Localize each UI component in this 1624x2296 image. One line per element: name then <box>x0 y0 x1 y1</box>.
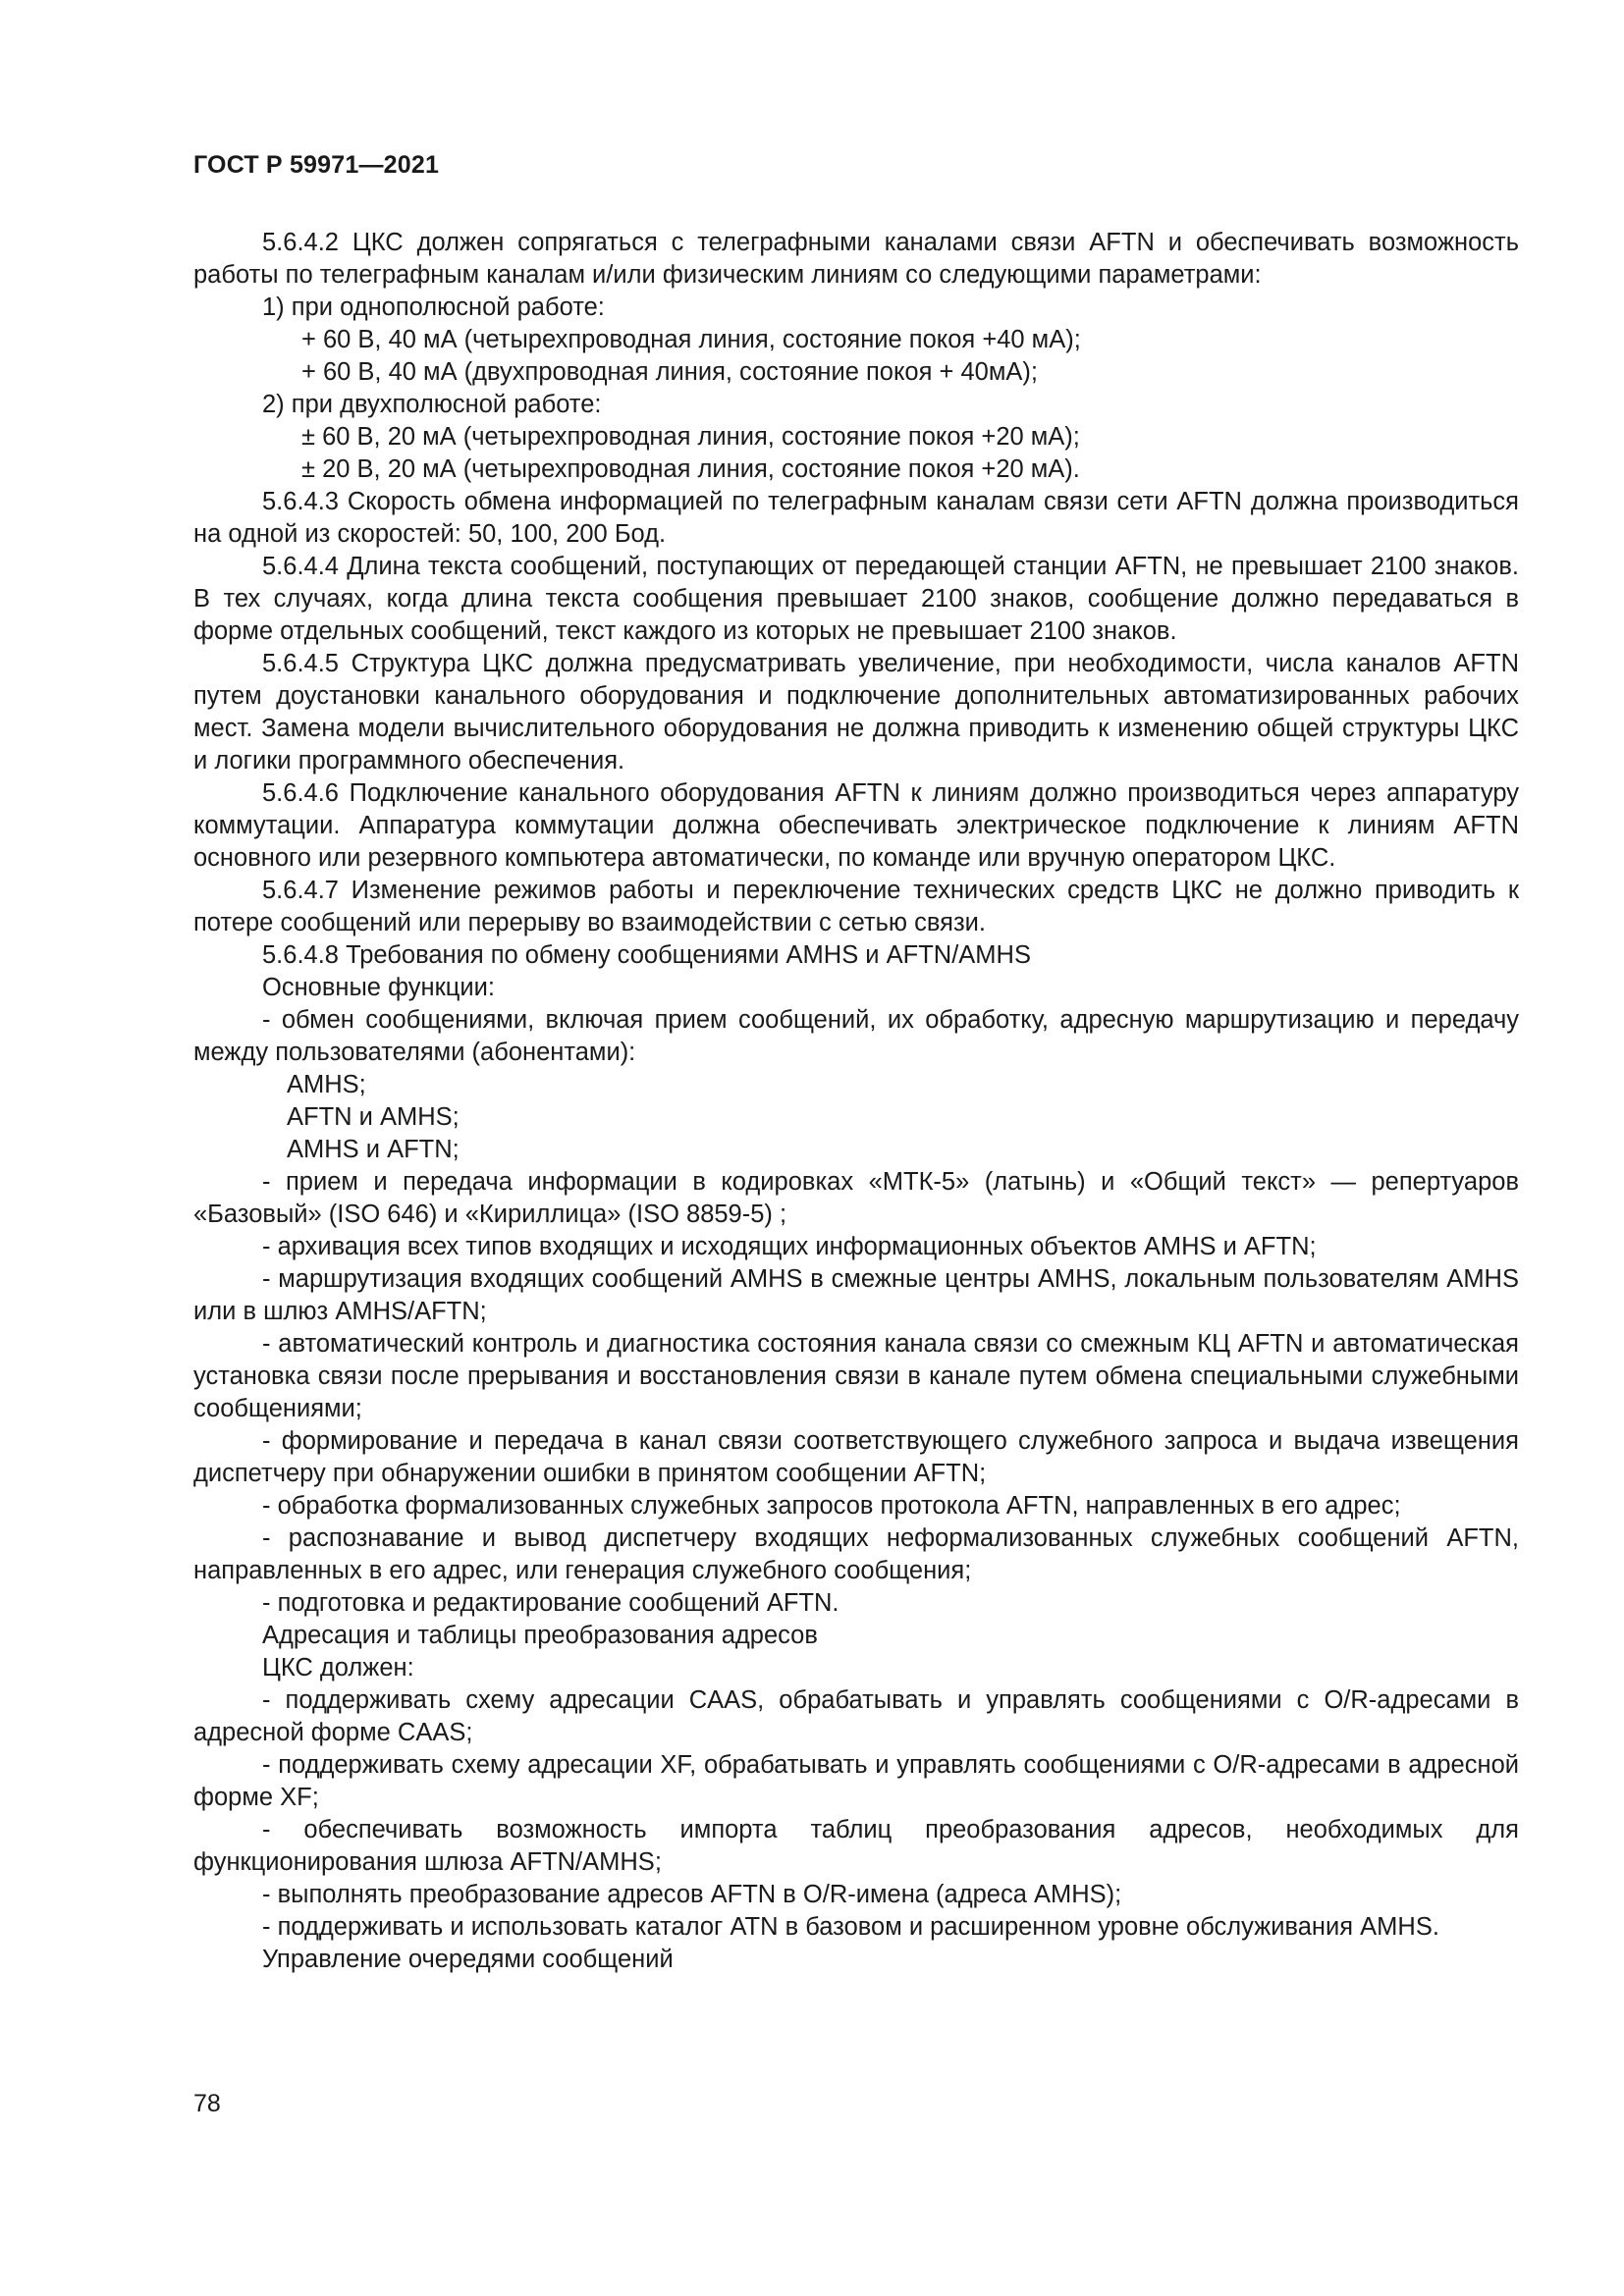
paragraph: ± 20 В, 20 мА (четырехпроводная линия, состояние покоя +20 мА). <box>301 455 1080 483</box>
paragraph: + 60 В, 40 мА (четырехпроводная линия, состояние покоя +40 мА); <box>301 326 1081 353</box>
document-body <box>193 227 1519 1976</box>
paragraph: 2) при двухполюсной работе: <box>262 391 602 418</box>
paragraph: ЦКС должен: <box>262 1654 414 1682</box>
paragraph: 5.6.4.5 Структура ЦКС должна предусматривать увеличение, при необходимости, числа каналов AFTN путем доустановки канального оборудования и подключение дополнительных автоматизированных рабочих мест. Замена модели вычислительного оборудования не должна приводить к изменению общей структуры ЦКС и логики программного обеспечения. <box>193 650 1519 774</box>
paragraph: Управление очередями сообщений <box>262 1946 674 1973</box>
paragraph: ± 60 В, 20 мА (четырехпроводная линия, состояние покоя +20 мА); <box>301 423 1080 451</box>
paragraph: - распознавание и вывод диспетчеру входящих неформализованных служебных сообщений AFTN, направленных в его адрес, или генерация служебного сообщения; <box>193 1524 1519 1584</box>
paragraph: - автоматический контроль и диагностика состояния канала связи со смежным КЦ AFTN и автоматическая установка связи после прерывания и восстановления связи в канале путем обмена специальными служебными сообщениями; <box>193 1330 1519 1422</box>
paragraph: AFTN и AMHS; <box>287 1103 460 1131</box>
paragraph: + 60 В, 40 мА (двухпроводная линия, состояние покоя + 40мА); <box>301 358 1038 386</box>
paragraph: AMHS; <box>287 1071 366 1098</box>
paragraph: - маршрутизация входящих сообщений AMHS в смежные центры AMHS, локальным пользователям AMHS или в шлюз AMHS/AFTN; <box>193 1265 1519 1325</box>
paragraph: - обмен сообщениями, включая прием сообщений, их обработку, адресную маршрутизацию и передачу между пользователями (абонентами): <box>193 1006 1519 1066</box>
paragraph: - поддерживать и использовать каталог ATN в базовом и расширенном уровне обслуживания AMHS. <box>262 1913 1439 1941</box>
paragraph: AMHS и AFTN; <box>287 1136 460 1163</box>
paragraph: 5.6.4.4 Длина текста сообщений, поступающих от передающей станции AFTN, не превышает 2100 знаков. В тех случаях, когда длина текста сообщения превышает 2100 знаков, сообщение должно передаваться в форме отдельных сообщений, текст каждого из которых не превышает 2100 знаков. <box>193 553 1519 645</box>
paragraph: 5.6.4.3 Скорость обмена информацией по телеграфным каналам связи сети AFTN должна производиться на одной из скоростей: 50, 100, 200 Бод. <box>193 488 1519 548</box>
paragraph: 5.6.4.6 Подключение канального оборудования AFTN к линиям должно производиться через аппаратуру коммутации. Аппаратура коммутации должна обеспечивать электрическое подключение к линиям AFTN основного или резервного компьютера автоматически, по команде или вручную оператором ЦКС. <box>193 779 1519 872</box>
paragraph: - обеспечивать возможность импорта таблиц преобразования адресов, необходимых для функционирования шлюза AFTN/AMHS; <box>193 1816 1519 1876</box>
paragraph: - формирование и передача в канал связи соответствующего служебного запроса и выдача извещения диспетчеру при обнаружении ошибки в принятом сообщении AFTN; <box>193 1427 1519 1487</box>
paragraph: - архивация всех типов входящих и исходящих информационных объектов AMHS и AFTN; <box>262 1233 1317 1260</box>
paragraph: - подготовка и редактирование сообщений AFTN. <box>262 1589 839 1617</box>
paragraph: 1) при однополюсной работе: <box>262 294 605 321</box>
paragraph: - прием и передача информации в кодировках «МТК-5» (латынь) и «Общий текст» — репертуаров «Базовый» (ISO 646) и «Кириллица» (ISO 8859-5) ; <box>193 1168 1519 1228</box>
paragraph: 5.6.4.7 Изменение режимов работы и переключение технических средств ЦКС не должно приводить к потере сообщений или перерыву во взаимодействии с сетью связи. <box>193 877 1519 936</box>
paragraph: - поддерживать схему адресации XF, обрабатывать и управлять сообщениями с O/R-адресами в адресной форме XF; <box>193 1751 1519 1811</box>
paragraph: - обработка формализованных служебных запросов протокола AFTN, направленных в его адрес; <box>262 1492 1401 1520</box>
paragraph: - выполнять преобразование адресов AFTN в O/R-имена (адреса AMHS); <box>262 1881 1122 1908</box>
paragraph: Адресация и таблицы преобразования адресов <box>262 1622 818 1649</box>
paragraph: 5.6.4.8 Требования по обмену сообщениями AMHS и AFTN/AMHS <box>262 941 1031 969</box>
paragraph: - поддерживать схему адресации CAAS, обрабатывать и управлять сообщениями с O/R-адресами в адресной форме CAAS; <box>193 1686 1519 1746</box>
document-header-code: ГОСТ Р 59971—2021 <box>193 151 440 179</box>
page-number: 78 <box>193 2090 221 2117</box>
paragraph: Основные функции: <box>262 974 495 1001</box>
paragraph: 5.6.4.2 ЦКС должен сопрягаться с телеграфными каналами связи AFTN и обеспечивать возможность работы по телеграфным каналам и/или физическим линиям со следующими параметрами: <box>193 229 1519 289</box>
